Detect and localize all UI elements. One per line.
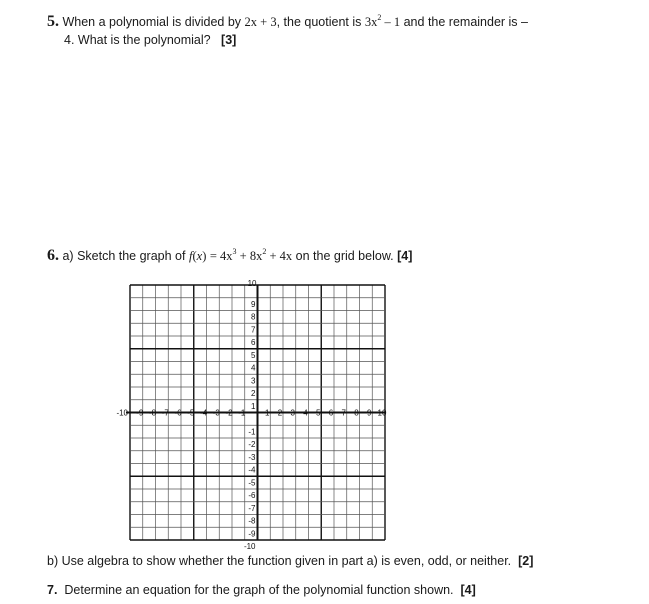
- x-tick-label: -8: [148, 408, 157, 418]
- x-tick-label: 10: [377, 408, 387, 418]
- y-tick-label: 6: [251, 338, 256, 347]
- x-tick-label: -1: [238, 408, 246, 418]
- x-tick-label: -10: [116, 408, 128, 418]
- question-6a-suffix: on the grid below.: [295, 249, 394, 263]
- question-6a-prefix: a) Sketch the graph of: [62, 249, 186, 263]
- x-tick-label: 9: [367, 408, 372, 418]
- y-tick-label: -5: [248, 478, 256, 488]
- y-tick-label: 3: [251, 376, 256, 386]
- y-tick-label: -10: [243, 542, 256, 551]
- y-tick-label: 4: [251, 363, 256, 373]
- y-tick-label: 10: [247, 279, 257, 288]
- x-tick-label: 2: [277, 408, 283, 418]
- y-tick-label: -4: [248, 465, 256, 475]
- x-tick-label: -4: [199, 408, 208, 418]
- question-6-number: 6.: [47, 247, 59, 264]
- question-5-text: When a polynomial is divided by: [62, 15, 242, 29]
- y-tick-label: -2: [248, 440, 256, 449]
- x-tick-label: 8: [354, 408, 359, 418]
- x-tick-label: 7: [341, 408, 346, 418]
- y-tick-label: 2: [251, 389, 256, 398]
- function-rhs: = $4x^3 + 8x^2 + 4x$: [209, 247, 293, 263]
- y-tick-label: 5: [251, 350, 256, 360]
- y-tick-label: 9: [251, 299, 256, 309]
- question-5-divisor: 2x + 3: [244, 15, 277, 29]
- function-name: f: [188, 249, 193, 263]
- y-tick-label: -8: [248, 516, 256, 526]
- y-tick-label: 7: [251, 325, 256, 335]
- question-6a-marks: [4]: [397, 249, 413, 263]
- y-tick-label: 8: [251, 312, 256, 322]
- question-7-text: Determine an equation for the graph of the polynomial function shown.: [64, 583, 454, 597]
- question-5-text-b: , the quotient is: [276, 15, 362, 29]
- x-tick-label: 6: [328, 408, 334, 418]
- question-7-number: 7.: [47, 583, 58, 597]
- x-tick-label: 1: [265, 408, 270, 418]
- x-tick-label: 5: [316, 408, 321, 418]
- x-tick-label: -6: [174, 408, 182, 418]
- question-6b-marks: [2]: [518, 554, 534, 568]
- question-6b-text: b) Use algebra to show whether the function given in part a) is even, odd, or neither.: [47, 554, 512, 568]
- question-6a: 6. a) Sketch the graph of $f(x) = 4x^3 + 8x^2 + 4x$ on the grid below. [4]: [47, 247, 413, 264]
- y-tick-label: -1: [248, 427, 256, 437]
- y-tick-label: -7: [248, 503, 256, 513]
- y-tick-label: 1: [251, 401, 256, 411]
- x-tick-label: 3: [290, 408, 295, 418]
- question-5-marks: [3]: [221, 33, 237, 47]
- question-7: [47, 581, 476, 599]
- question-5-number: 5.: [47, 13, 59, 30]
- question-5-line-2-text: 4. What is the polynomial?: [64, 33, 211, 47]
- x-tick-label: -2: [225, 408, 233, 418]
- question-5-text-c: and the remainder is –: [403, 15, 528, 29]
- question-7-marks: [4]: [460, 583, 476, 597]
- x-tick-label: 4: [303, 408, 308, 418]
- question-5-quotient: $3x^2 - 1$: [364, 13, 401, 29]
- function-arg: x: [196, 249, 203, 263]
- y-tick-label: -3: [248, 452, 256, 462]
- x-tick-label: -9: [136, 408, 144, 418]
- x-tick-label: -3: [212, 408, 220, 418]
- y-tick-label: -9: [248, 529, 256, 539]
- y-tick-label: -6: [248, 491, 256, 500]
- question-6b: [47, 552, 533, 570]
- x-tick-label: -5: [187, 408, 195, 418]
- x-tick-label: -7: [161, 408, 169, 418]
